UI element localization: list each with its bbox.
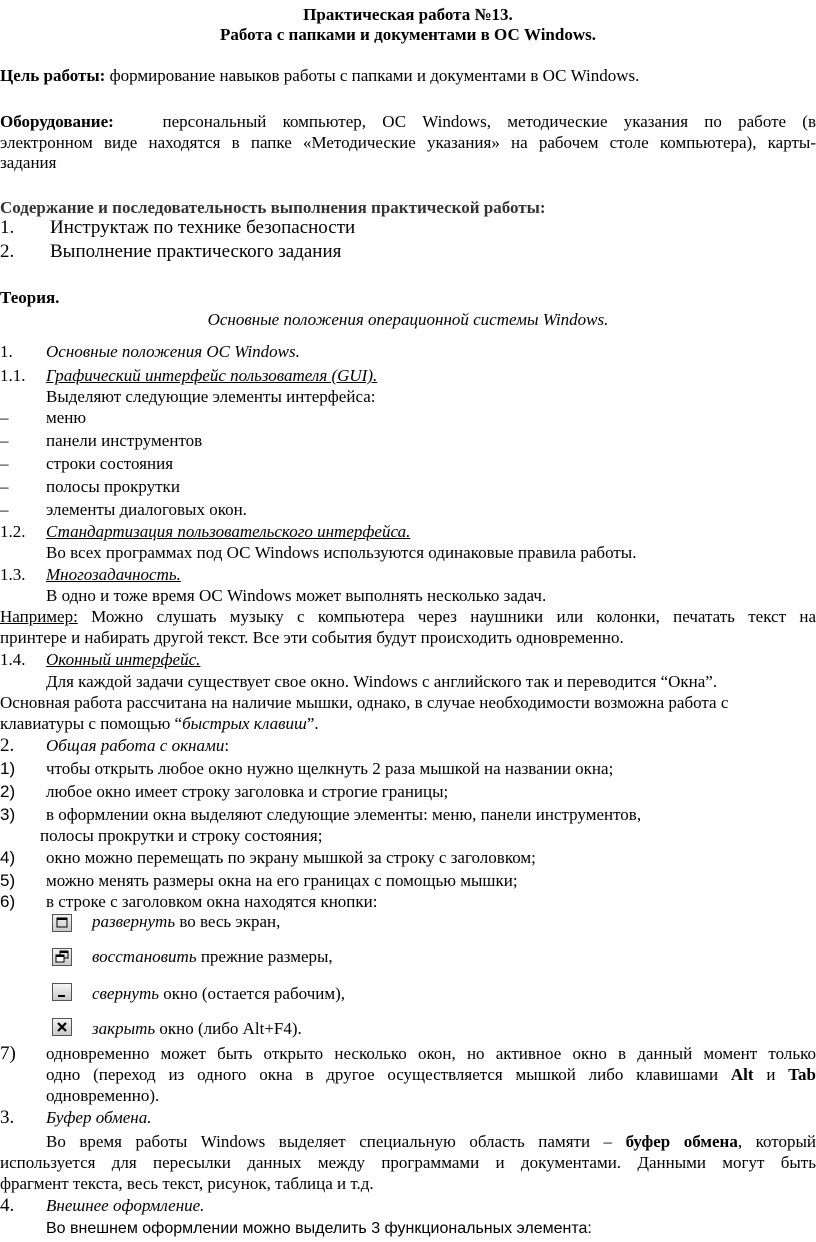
section-3-line-2: используется для пересылки данных между программами и документами. Данными могут быть — [0, 1153, 816, 1172]
equipment-label: Оборудование: — [0, 112, 114, 131]
restore-icon — [52, 948, 72, 966]
maximize-icon — [52, 914, 72, 932]
button-desc-close: закрыть окно (либо Alt+F4). — [92, 1019, 302, 1038]
section-1-4-line-3: клавиатуры с помощью “быстрых клавиш”. — [0, 714, 319, 733]
equipment-line-1: Оборудование: персональный компьютер, ОС Windows, методические указания по работе (в — [0, 112, 816, 131]
button-desc-minimize: свернуть окно (остается рабочим), — [92, 984, 346, 1003]
example-line-2: принтере и набирать другой текст. Все эти события будут происходить одновременно. — [0, 628, 624, 647]
equipment-line-2: электронном виде находятся в папке «Методические указания» на рабочем столе компьютера), карты- — [0, 133, 816, 152]
theory-subheading: Основные положения операционной системы Windows. — [207, 310, 609, 329]
close-icon — [52, 1018, 72, 1036]
example-line-1: Например: Можно слушать музыку с компьютера через наушники или колонки, печатать текст на — [0, 607, 816, 626]
document-title: Практическая работа №13. — [303, 5, 513, 24]
section-1-4-line-1: Для каждой задачи существует свое окно. Windows с английского так и переводится “Окна”. — [46, 672, 718, 691]
button-desc-restore: восстановить прежние размеры, — [92, 947, 333, 966]
goal-label: Цель работы: — [0, 66, 106, 85]
equipment-line-3: задания — [0, 153, 57, 172]
list-item-continuation: полосы прокрутки и строку состояния; — [40, 826, 323, 845]
button-desc-maximize: развернуть во весь экран, — [92, 912, 281, 931]
content-heading: Содержание и последовательность выполнения практической работы: — [0, 198, 546, 217]
document-subtitle: Работа с папками и документами в ОС Windows. — [219, 25, 596, 44]
theory-heading: Теория. — [0, 288, 60, 307]
section-1-4-line-2: Основная работа рассчитана на наличие мышки, однако, в случае необходимости возможна работа с — [0, 693, 729, 712]
section-4-text: Во внешнем оформлении можно выделить 3 функциональных элемента: — [46, 1220, 592, 1237]
section-1-3-text: В одно и тоже время ОС Windows может выполнять несколько задач. — [46, 586, 547, 605]
example-label: Например: — [0, 607, 78, 626]
goal-line — [0, 64, 639, 87]
goal-text: формирование навыков работы с папками и документами в ОС Windows. — [109, 66, 640, 85]
list-item-7-line-2: одно (переход из одного окна в другое осуществляется мышкой либо клавишами Alt и Tab — [46, 1065, 816, 1084]
section-1-1-intro: Выделяют следующие элементы интерфейса: — [46, 387, 376, 406]
section-1-2-text: Во всех программах под ОС Windows используются одинаковые правила работы. — [46, 543, 637, 562]
minimize-icon — [52, 983, 72, 1001]
list-item-7-line-3: одновременно). — [46, 1086, 160, 1105]
section-3-line-3: фрагмент текста, весь текст, рисунок, таблица и т.д. — [0, 1174, 374, 1193]
section-3-line-1: Во время работы Windows выделяет специальную область памяти – буфер обмена, который — [46, 1132, 816, 1151]
